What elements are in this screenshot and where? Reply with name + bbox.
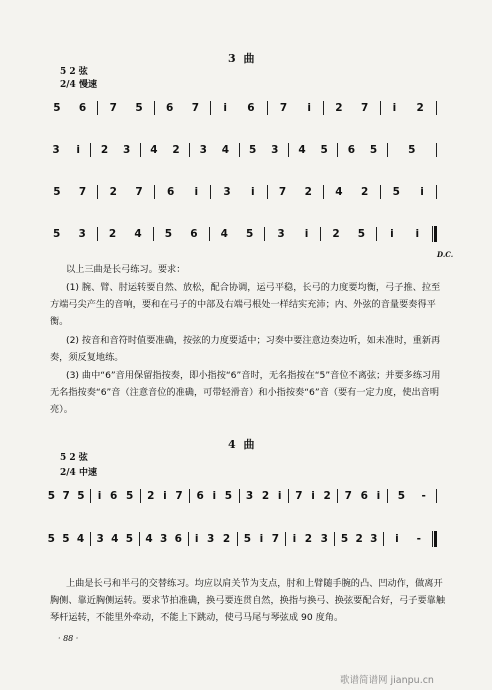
note: i	[97, 490, 102, 502]
note: 5	[77, 490, 85, 502]
note: -	[416, 533, 422, 545]
note: 3	[78, 228, 86, 240]
measure	[338, 144, 386, 156]
note: 3	[207, 533, 215, 545]
measure	[141, 144, 189, 156]
note: i	[390, 228, 394, 240]
note: 2	[100, 144, 109, 156]
note: i	[194, 186, 199, 198]
piece-title: 3 曲	[228, 52, 257, 65]
note: 2	[304, 533, 313, 545]
instruction-paragraph-3: (3) 曲中“6”音用保留指按奏，即小指按“6”音时，无名指按在“5”音位不离弦；并要多练习用无名指按奏“6”音（注意音位的准确，可带轻滑音）和小指按奏“6”音（要有一定力度，使出音明亮）。	[50, 370, 441, 415]
note: 4	[76, 533, 85, 545]
note: 7	[135, 186, 143, 198]
piece-title-2: 4 曲	[228, 438, 257, 451]
note: 3	[370, 533, 378, 545]
measure	[189, 533, 237, 545]
note: 6	[196, 490, 204, 502]
measure	[154, 228, 209, 240]
note: 5	[164, 228, 173, 240]
tempo-marking: 2/4 慢速	[60, 80, 97, 90]
note: 3	[199, 144, 207, 156]
note: 3	[160, 533, 168, 545]
note: 5	[357, 228, 366, 240]
note: 4	[220, 228, 228, 240]
measure	[91, 533, 139, 545]
note: 2	[323, 490, 331, 502]
note: 3	[271, 144, 279, 156]
note: 4	[145, 533, 153, 545]
note: 7	[278, 186, 287, 198]
measure	[155, 102, 210, 114]
note: 7	[344, 490, 352, 502]
note: 4	[150, 144, 158, 156]
note: i	[420, 186, 424, 198]
measure	[321, 228, 376, 240]
note: 2	[147, 490, 155, 502]
note: 5	[126, 490, 134, 502]
note: 5	[243, 533, 252, 545]
note: 6	[166, 186, 175, 198]
measure	[268, 102, 323, 114]
note: 2	[332, 228, 340, 240]
measure	[98, 186, 153, 198]
measure	[381, 102, 436, 114]
note: i	[307, 102, 311, 114]
note: 3	[223, 186, 231, 198]
measure	[335, 533, 383, 545]
note: i	[259, 533, 264, 545]
note: 7	[175, 490, 183, 502]
staff-row	[42, 138, 437, 162]
note: 2	[108, 228, 117, 240]
final-barline	[432, 531, 437, 547]
note: 7	[62, 490, 70, 502]
final-barline	[432, 226, 437, 242]
note: 5	[392, 186, 400, 198]
note: i	[277, 490, 282, 502]
staff-row	[42, 180, 437, 204]
measure	[190, 490, 238, 502]
measure	[324, 102, 379, 114]
measure	[384, 533, 432, 545]
note: 5	[397, 490, 406, 502]
note: 6	[78, 102, 87, 114]
measure	[240, 144, 288, 156]
measure	[265, 228, 320, 240]
note: 2	[416, 102, 424, 114]
barline	[436, 185, 437, 199]
string-tuning: 5 2 弦	[60, 67, 88, 77]
note: 3	[52, 144, 60, 156]
note: 7	[279, 102, 288, 114]
note: 5	[47, 490, 56, 502]
instruction-paragraph-2: (2) 按音和音符时值要准确，按弦的力度要适中；习奏中要注意边奏边听，如未准时，重新再奏，须反复地练。	[50, 335, 441, 363]
note: i	[223, 102, 227, 114]
note: 3	[277, 228, 285, 240]
note: i	[395, 533, 399, 545]
page-number: · 88 ·	[58, 634, 79, 643]
note: i	[292, 533, 297, 545]
note: 5	[53, 102, 61, 114]
note: i	[415, 228, 420, 240]
staff-row	[42, 222, 437, 246]
measure	[210, 228, 265, 240]
da-capo-mark: D.C.	[437, 250, 454, 259]
note: 2	[109, 186, 117, 198]
note: 7	[295, 490, 303, 502]
note: i	[311, 490, 315, 502]
note: i	[250, 186, 255, 198]
note: 6	[110, 490, 118, 502]
measure	[42, 102, 97, 114]
measure	[42, 490, 90, 502]
note: 3	[245, 490, 254, 502]
measure	[240, 490, 288, 502]
note: 6	[166, 102, 174, 114]
note: 4	[111, 533, 119, 545]
measure	[324, 186, 379, 198]
measure	[388, 490, 436, 502]
note: i	[376, 490, 381, 502]
note: 5	[246, 228, 254, 240]
note: 5	[248, 144, 257, 156]
measure	[268, 186, 323, 198]
note: 4	[298, 144, 306, 156]
barline	[436, 101, 437, 115]
note: 7	[109, 102, 117, 114]
note: i	[392, 102, 397, 114]
note: 4	[335, 186, 343, 198]
note: 6	[347, 144, 355, 156]
note: 6	[247, 102, 255, 114]
measure	[338, 490, 386, 502]
measure	[140, 533, 188, 545]
note: 7	[191, 102, 200, 114]
site-watermark: 歌谱简谱网 jianpu.cn	[340, 675, 434, 686]
note: 5	[320, 144, 328, 156]
note: 6	[360, 490, 368, 502]
note: 2	[335, 102, 343, 114]
note: i	[76, 144, 80, 156]
note: 3	[320, 533, 328, 545]
measure	[42, 144, 90, 156]
note: 6	[174, 533, 182, 545]
note: i	[304, 228, 309, 240]
note: 5	[340, 533, 349, 545]
measure	[42, 228, 97, 240]
note: 2	[361, 186, 369, 198]
measure	[190, 144, 238, 156]
note: i	[163, 490, 167, 502]
note: 2	[261, 490, 270, 502]
note: 4	[134, 228, 142, 240]
measure	[289, 490, 337, 502]
note: 5	[408, 144, 416, 156]
note: 2	[222, 533, 231, 545]
instruction-intro: 以上三曲是长弓练习。要求：	[66, 264, 186, 275]
note: i	[194, 533, 199, 545]
measure	[377, 228, 432, 240]
note: 5	[53, 186, 61, 198]
note: 5	[224, 490, 233, 502]
note: 5	[47, 533, 55, 545]
measure	[155, 186, 210, 198]
barline	[436, 143, 437, 157]
note: 3	[123, 144, 131, 156]
note: 6	[190, 228, 198, 240]
measure	[98, 102, 153, 114]
measure	[91, 490, 139, 502]
note: 5	[62, 533, 70, 545]
measure	[286, 533, 334, 545]
measure	[91, 144, 139, 156]
measure	[42, 533, 90, 545]
note: 7	[361, 102, 369, 114]
measure	[289, 144, 337, 156]
string-tuning-2: 5 2 弦	[60, 453, 88, 463]
measure	[141, 490, 189, 502]
note: 2	[355, 533, 363, 545]
note: -	[421, 490, 426, 502]
measure	[211, 102, 266, 114]
measure	[98, 228, 153, 240]
measure	[381, 186, 436, 198]
note: 5	[369, 144, 378, 156]
instruction-paragraph-4: 上曲是长弓和半弓的交替练习。均应以肩关节为支点，肘和上臂随手腕的凸、凹动作，做离开胸侧、靠近胸侧运转。要求节拍准确，换弓要连贯自然，换指与换弓、换弦要配合好，弓子要靠触琴杆运转，不能里外牵动，不能上下跳动，使弓马尾与琴弦成 90 度角。	[50, 578, 446, 623]
note: i	[212, 490, 217, 502]
note: 7	[271, 533, 280, 545]
instruction-paragraph-1: (1) 腕、臂、肘运转要自然、放松，配合协调，运弓平稳，长弓的力度要均衡，弓子推、拉至方端弓尖产生的音响，要和在弓子的中部及右端弓根处一样结实充沛；内、外弦的音量要奏得平衡。	[50, 282, 441, 327]
measure	[211, 186, 266, 198]
note: 5	[135, 102, 143, 114]
tempo-marking-2: 2/4 中速	[60, 468, 97, 478]
staff-row	[42, 484, 437, 508]
barline	[436, 489, 437, 503]
staff-row	[42, 527, 437, 551]
note: 2	[172, 144, 180, 156]
note: 5	[125, 533, 134, 545]
note: 4	[221, 144, 230, 156]
note: 7	[78, 186, 87, 198]
measure	[42, 186, 97, 198]
staff-row	[42, 96, 437, 120]
measure	[388, 144, 436, 156]
note: 3	[96, 533, 104, 545]
measure	[238, 533, 286, 545]
note: 2	[304, 186, 312, 198]
note: 5	[53, 228, 61, 240]
